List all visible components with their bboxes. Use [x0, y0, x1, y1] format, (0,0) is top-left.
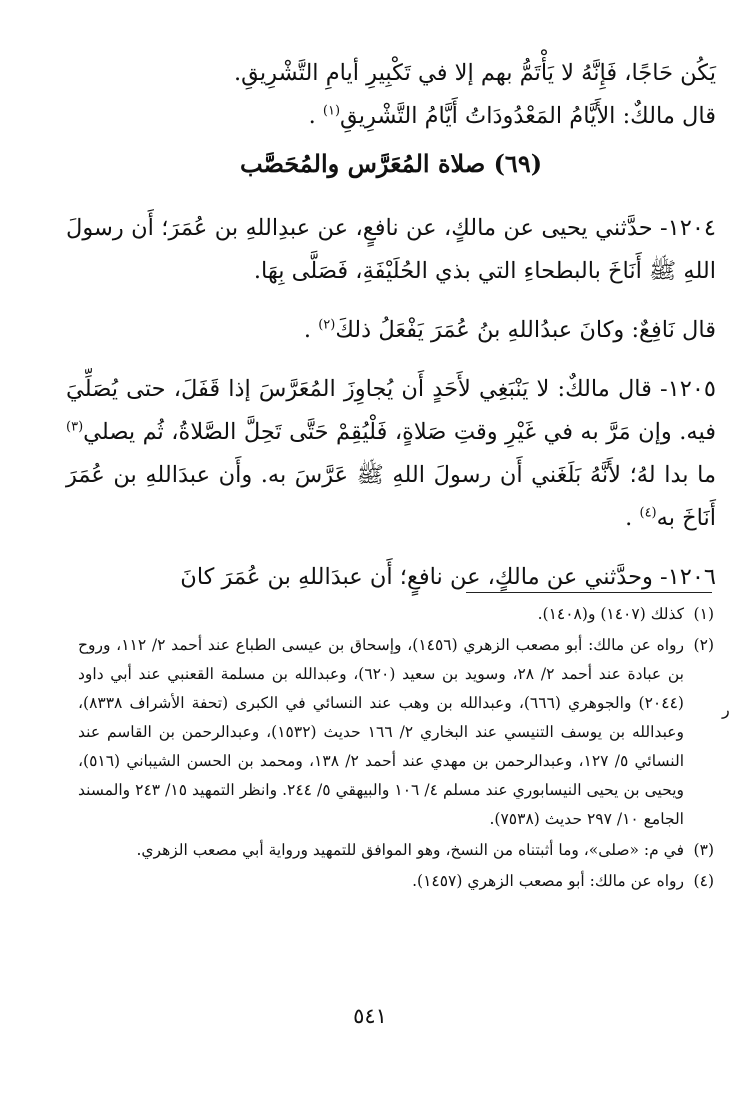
- hadith-1205-end: .: [625, 505, 640, 531]
- footnote-ref-2: (٢): [318, 317, 336, 333]
- footnote-text: رواه عن مالك: أبو مصعب الزهري (١٤٥٦)، وإسحاق بن عيسى الطباع عند أحمد ٢/ ١١٢، وروح بن عبادة عند أحمد ٢/ ٢٨، وسويد بن سعيد (٦٢٠)، وعبدالله بن مسلمة القعنبي عند أبي داود (٢٠٤٤) والجوهري (٦٦٦)، وعبدالله بن وهب عند النسائي في الكبرى (تحفة الأشراف ٨٣٣٨)، وعبدالله بن يوسف التنيسي عند البخاري ٢/ ١٦٦ حديث (١٥٣٢)، وعبدالرحمن بن القاسم عند النسائي ٥/ ١٢٧، وعبدالرحمن بن مهدي عند أحمد ٢/ ١٣٨، ومحمد بن الحسن الشيباني (٥١٦)، ويحيى بن يحيى النيسابوري عند مسلم ٤/ ١٠٦ والبيهقي ٥/ ٢٤٤. وانظر التمهيد ١٥/ ٢٤٣ والمسند الجامع ١٠/ ٢٩٧ حديث (٧٥٣٨).: [78, 636, 685, 828]
- footnotes-section: [78, 600, 714, 898]
- footnote-text: في م: «صلى»، وما أثبتناه من النسخ، وهو الموافق للتمهيد ورواية أبي مصعب الزهري.: [136, 841, 684, 859]
- hadith-1206: ١٢٠٦- وحدَّثني عن مالكٍ، عن نافعٍ؛ أَن عبدَاللهِ بن عُمَرَ كانَ: [180, 564, 716, 590]
- footnote-ref-1: (١): [322, 103, 341, 119]
- footnote-ref-3: (٣): [66, 419, 84, 435]
- nafi-statement-end: .: [303, 317, 319, 343]
- hadith-1204: ١٢٠٤- حدَّثني يحيى عن مالكٍ، عن نافعٍ، عن عبدِاللهِ بن عُمَرَ؛ أَن رسولَ اللهِ ﷺ أَنَاخَ بالبطحاءِ التي بذي الحُلَيْفَةِ، فَصَلَّى بِهَا.: [66, 215, 716, 284]
- footnote-4: [78, 867, 714, 896]
- footnote-number: (٢): [693, 636, 714, 654]
- chapter-heading: (٦٩) صلاة المُعَرَّس والمُحَصَّب: [239, 149, 543, 178]
- margin-mark: ر: [722, 700, 730, 719]
- hadith-1205-part2: ما بدا لهُ؛ لأَنَّهُ بَلَغَني أَن رسولَ اللهِ ﷺ عَرَّسَ به. وأَن عبدَاللهِ بن عُمَرَ أَنَاخَ به: [66, 462, 716, 531]
- hadith-1205-part1: ١٢٠٥- قال مالكٌ: لا يَنْبَغِي لأَحَدٍ أَن يُجاوِزَ المُعَرَّسَ إذا قَفَلَ، حتى يُصَلِّيَ فيه. وإن مَرَّ به في غَيْرِ وقتِ صَلاةٍ، فَلْيُقِمْ حَتَّى تَحِلَّ الصَّلاةُ، ثُم يصلي: [66, 376, 716, 445]
- malik-statement-end: .: [308, 103, 323, 129]
- footnote-number: (١): [693, 605, 714, 623]
- nafi-statement: [66, 309, 716, 352]
- footnote-number: (٣): [693, 841, 714, 859]
- footnote-separator: [466, 592, 712, 593]
- footnote-number: (٤): [693, 872, 714, 890]
- footnote-3: [78, 836, 714, 865]
- hadith-1205: [66, 368, 716, 540]
- nafi-statement-text: قال نَافِعٌ: وكانَ عبدُاللهِ بنُ عُمَرَ يَفْعَلُ ذلكَ: [335, 317, 716, 343]
- footnote-1: [78, 600, 714, 629]
- footnote-ref-4: (٤): [639, 505, 657, 521]
- footnote-text: كذلك (١٤٠٧) و(١٤٠٨).: [537, 605, 684, 623]
- page-number: ٥٤١: [353, 1004, 387, 1028]
- footnote-2: [78, 631, 714, 834]
- footnote-text: رواه عن مالك: أبو مصعب الزهري (١٤٥٧).: [412, 872, 684, 890]
- main-text-body: [66, 52, 716, 599]
- continuation-line: يَكُن حَاجًا، فَإِنَّهُ لا يَأْتَمُّ بهم إلا في تَكْبِيرِ أيامِ التَّشْرِيقِ.: [234, 60, 716, 86]
- malik-statement: [66, 95, 716, 138]
- malik-statement-text: قال مالكٌ: الأَيَّامُ المَعْدُودَاتُ أَيَّامُ التَّشْرِيقِ: [340, 103, 716, 129]
